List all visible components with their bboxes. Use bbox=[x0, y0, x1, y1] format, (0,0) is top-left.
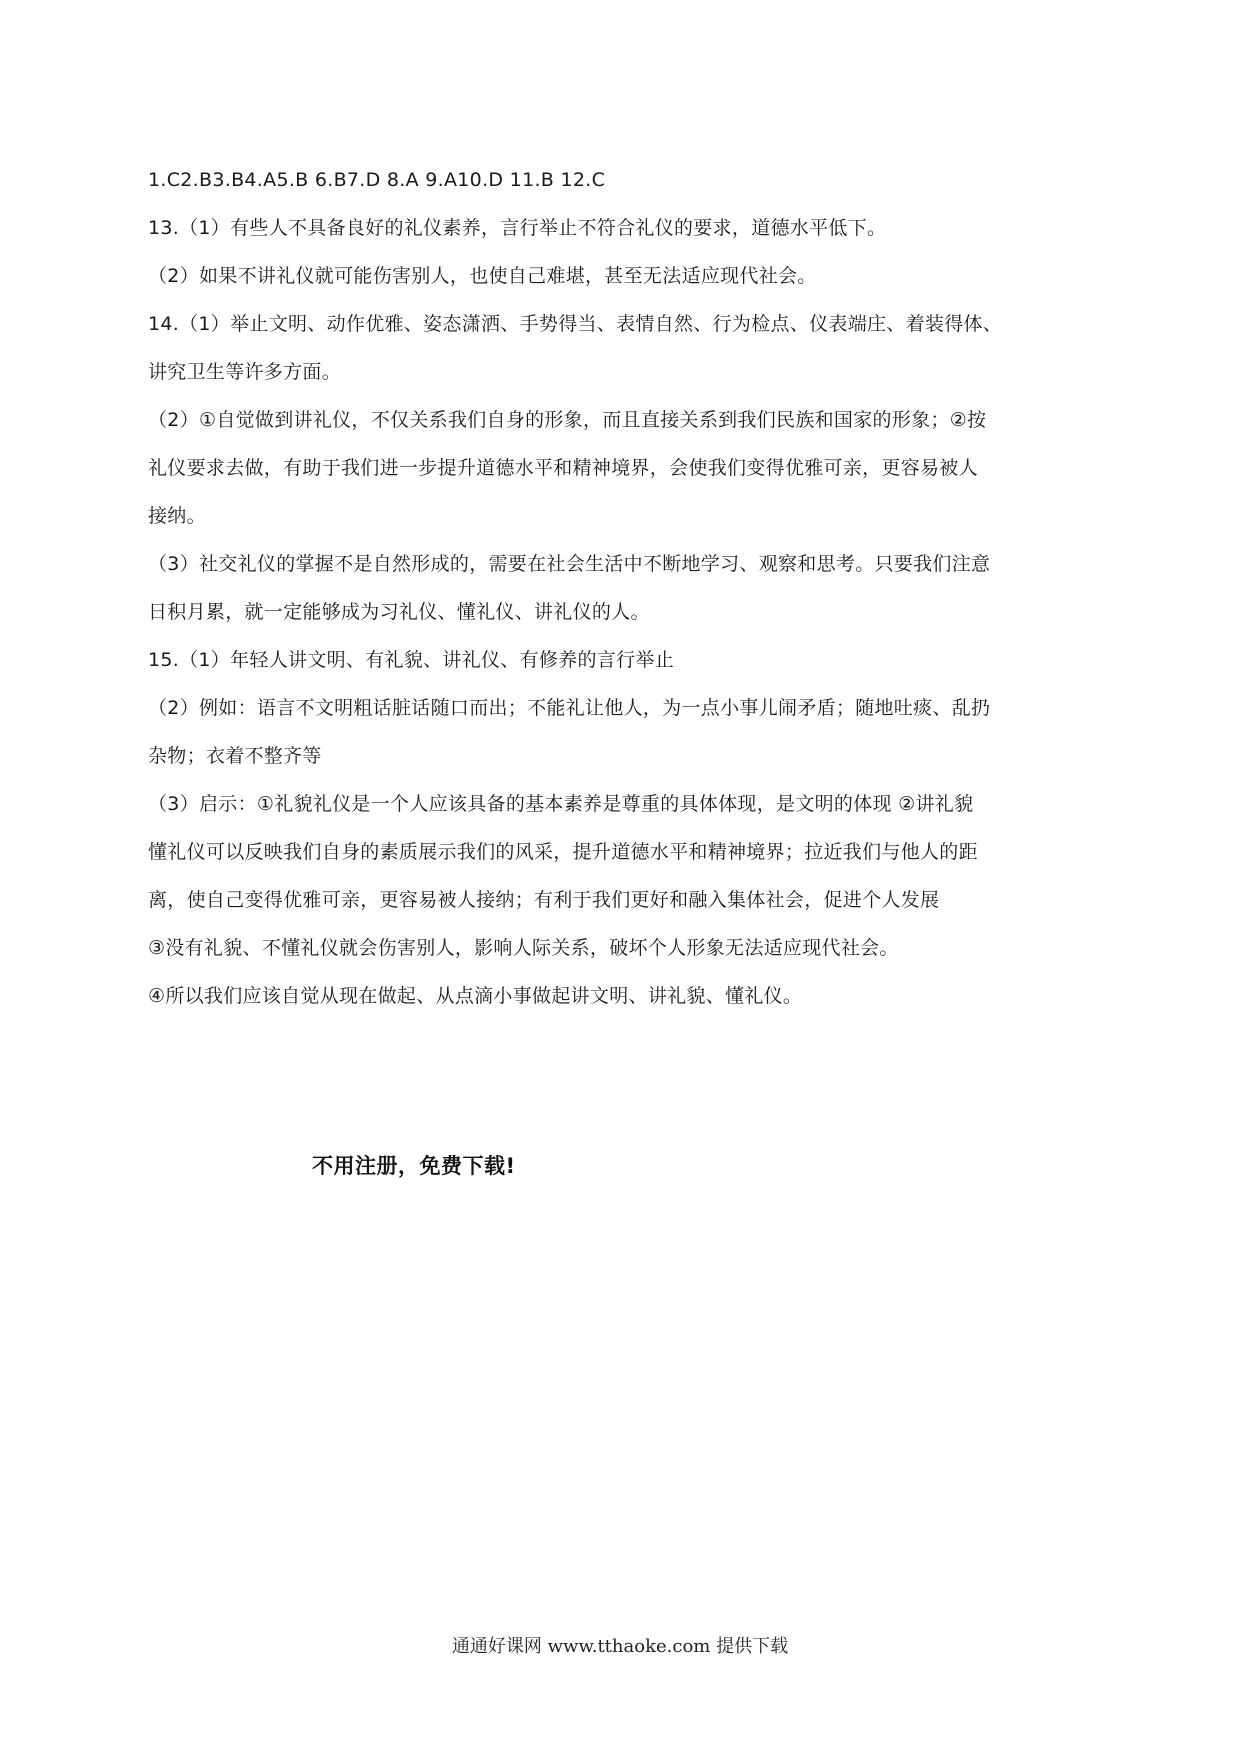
answer-line: （3）启示：①礼貌礼仪是一个人应该具备的基本素养是尊重的具体体现，是文明的体现 ②讲礼貌 bbox=[148, 793, 974, 815]
answer-line: 杂物；衣着不整齐等 bbox=[148, 745, 322, 767]
promo-text: 不用注册，免费下载! bbox=[312, 1154, 516, 1178]
answer-line: 懂礼仪可以反映我们自身的素质展示我们的风采，提升道德水平和精神境界；拉近我们与他人的距 bbox=[148, 841, 978, 863]
answer-line: 礼仪要求去做，有助于我们进一步提升道德水平和精神境界，会使我们变得优雅可亲，更容易被人 bbox=[148, 457, 978, 479]
answer-line: 接纳。 bbox=[148, 505, 206, 527]
answer-line: （2）如果不讲礼仪就可能伤害别人，也使自己难堪，甚至无法适应现代社会。 bbox=[148, 265, 817, 287]
answer-line: ④所以我们应该自觉从现在做起、从点滴小事做起讲文明、讲礼貌、懂礼仪。 bbox=[148, 985, 803, 1007]
answer-line: 13.（1）有些人不具备良好的礼仪素养，言行举止不符合礼仪的要求，道德水平低下。 bbox=[148, 217, 887, 239]
answer-line: （2）①自觉做到讲礼仪，不仅关系我们自身的形象，而且直接关系到我们民族和国家的形象；②按 bbox=[148, 409, 987, 431]
answer-line: （3）社交礼仪的掌握不是自然形成的，需要在社会生活中不断地学习、观察和思考。只要我们注意 bbox=[148, 553, 991, 575]
answer-line: 15.（1）年轻人讲文明、有礼貌、讲礼仪、有修养的言行举止 bbox=[148, 649, 675, 671]
answer-line: 1.C2.B3.B4.A5.B 6.B7.D 8.A 9.A10.D 11.B 12.C bbox=[148, 169, 606, 191]
answer-line: 日积月累，就一定能够成为习礼仪、懂礼仪、讲礼仪的人。 bbox=[148, 601, 650, 623]
answer-key bbox=[148, 156, 1098, 1020]
answer-line: 讲究卫生等许多方面。 bbox=[148, 361, 342, 383]
answer-line: 14.（1）举止文明、动作优雅、姿态潇洒、手势得当、表情自然、行为检点、仪表端庄、着装得体、 bbox=[148, 313, 1003, 335]
answer-line: 离，使自己变得优雅可亲，更容易被人接纳；有利于我们更好和融入集体社会，促进个人发展 bbox=[148, 889, 940, 911]
answer-line: （2）例如：语言不文明粗话脏话随口而出；不能礼让他人，为一点小事儿闹矛盾；随地吐痰、乱扔 bbox=[148, 697, 991, 719]
page-footer: 通通好课网 www.tthaoke.com 提供下载 bbox=[451, 1636, 789, 1657]
answer-line: ③没有礼貌、不懂礼仪就会伤害别人，影响人际关系，破坏个人形象无法适应现代社会。 bbox=[148, 937, 899, 959]
